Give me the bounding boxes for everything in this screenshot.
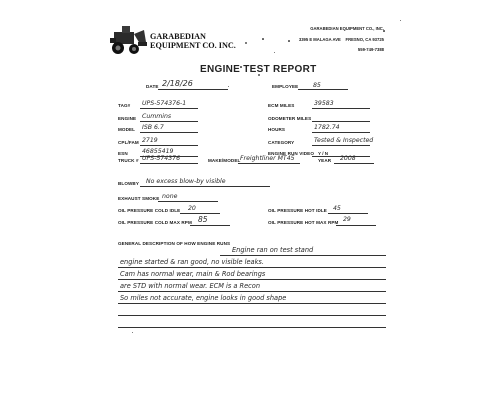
description-text-line: Cam has normal wear, main & Rod bearings bbox=[120, 270, 266, 278]
right-field-label: ODOMETER MILES bbox=[268, 116, 312, 121]
make-model-underline bbox=[238, 163, 300, 164]
exhaust-smoke-underline bbox=[158, 201, 218, 202]
right-field-value: 39583 bbox=[314, 100, 334, 107]
description-text-line: are STD with normal wear. ECM is a Recon bbox=[120, 282, 261, 290]
right-field-value: 1782.74 bbox=[314, 124, 340, 131]
company-name bbox=[150, 33, 236, 50]
description-text-line: Engine ran on test stand bbox=[232, 246, 314, 254]
address-city: FRESNO, CA 93725 bbox=[345, 37, 384, 42]
left-field-underline bbox=[140, 121, 198, 122]
oil-cold-max-label: OIL PRESSURE COLD MAX RPM bbox=[118, 220, 192, 225]
oil-hot-idle-label: OIL PRESSURE HOT IDLE bbox=[268, 208, 327, 213]
oil-cold-idle-label: OIL PRESSURE COLD IDLE bbox=[118, 208, 181, 213]
description-text-line: So miles not accurate, engine looks in good shape bbox=[120, 294, 287, 302]
employee-value: 85 bbox=[313, 82, 321, 89]
address-company: GARABEDIAN EQUIPMENT CO., INC. bbox=[310, 26, 384, 31]
oil-hot-max-underline bbox=[336, 225, 376, 226]
left-field-underline bbox=[140, 163, 198, 164]
employee-underline bbox=[298, 89, 348, 90]
right-field-label: CATEGORY bbox=[268, 140, 295, 145]
date-label: DATE bbox=[146, 84, 159, 89]
scan-speck bbox=[400, 20, 401, 21]
description-underline bbox=[118, 303, 386, 304]
description-underline bbox=[118, 279, 386, 280]
right-field-label: HOURS bbox=[268, 127, 286, 132]
oil-hot-idle-underline bbox=[328, 213, 368, 214]
date-value: 2/18/26 bbox=[162, 79, 193, 88]
oil-cold-max-underline bbox=[190, 225, 230, 226]
description-underline bbox=[118, 327, 386, 328]
scan-speck bbox=[262, 38, 264, 40]
make-model-value: Freightliner MT45 bbox=[240, 155, 295, 162]
left-field-value: UPS-574376 bbox=[142, 155, 181, 162]
employee-label: EMPLOYEE bbox=[272, 84, 299, 89]
description-underline bbox=[220, 255, 386, 256]
right-field-label: YEAR bbox=[318, 158, 332, 163]
description-underline bbox=[118, 267, 386, 268]
right-field-underline bbox=[312, 132, 370, 133]
oil-hot-max-value: 29 bbox=[343, 216, 351, 223]
oil-cold-max-value: 85 bbox=[198, 215, 208, 224]
description-underline bbox=[118, 291, 386, 292]
right-field-underline bbox=[312, 121, 370, 122]
oil-cold-idle-underline bbox=[180, 213, 220, 214]
right-field-value: Tested & Inspected bbox=[314, 137, 374, 144]
left-field-label: TRUCK # bbox=[118, 158, 139, 163]
left-field-underline bbox=[140, 145, 198, 146]
left-field-label: MODEL bbox=[118, 127, 136, 132]
description-text-line: engine started & ran good, no visible leaks. bbox=[120, 258, 264, 266]
right-field-label: ENGINE RUN VIDEO bbox=[268, 151, 315, 156]
description-label: GENERAL DESCRIPTION OF HOW ENGINE RUNS bbox=[118, 241, 231, 246]
address-street-line bbox=[299, 37, 384, 42]
blowby-label: BLOWBY bbox=[118, 181, 140, 186]
scan-speck bbox=[288, 40, 290, 42]
left-field-value: ISB 6.7 bbox=[142, 124, 164, 131]
scan-speck bbox=[245, 42, 247, 44]
report-title: ENGINE TEST REPORT bbox=[200, 64, 317, 75]
exhaust-smoke-label: EXHAUST SMOKE bbox=[118, 196, 160, 201]
scan-speck bbox=[274, 52, 275, 53]
company-logo bbox=[108, 22, 148, 58]
left-field-label: CPL/FAM bbox=[118, 140, 139, 145]
oil-hot-idle-value: 45 bbox=[333, 205, 341, 212]
right-field-underline bbox=[312, 108, 370, 109]
blowby-value: No excess blow-by visible bbox=[146, 178, 226, 185]
date-underline bbox=[158, 89, 228, 90]
scan-speck bbox=[228, 86, 229, 87]
make-model-label: MAKE/MODEL bbox=[208, 158, 241, 163]
left-field-value: UPS-574376-1 bbox=[142, 100, 187, 107]
right-field-label: ECM MILES bbox=[268, 103, 295, 108]
left-field-underline bbox=[140, 132, 198, 133]
company-name-line2: EQUIPMENT CO. INC. bbox=[150, 40, 236, 50]
address-street: 3395 E MALAGA AVE bbox=[298, 37, 341, 42]
loader-tractor-icon bbox=[108, 22, 148, 58]
left-field-label: TAG# bbox=[118, 103, 131, 108]
right-field-value: 2008 bbox=[340, 155, 356, 162]
right-field-value: Y / N bbox=[318, 151, 329, 156]
right-field-underline bbox=[312, 145, 370, 146]
oil-hot-max-label: OIL PRESSURE HOT MAX RPM bbox=[268, 220, 339, 225]
left-field-underline bbox=[140, 108, 198, 109]
right-field-underline bbox=[334, 163, 374, 164]
company-phone: 559-749-7388 bbox=[357, 47, 384, 52]
description-underline bbox=[118, 315, 386, 316]
exhaust-smoke-value: none bbox=[162, 193, 178, 200]
left-field-label: ESN bbox=[118, 151, 128, 156]
blowby-underline bbox=[140, 186, 270, 187]
left-field-label: ENGINE bbox=[118, 116, 137, 121]
company-name-line1: GARABEDIAN bbox=[150, 32, 206, 41]
left-field-value: 2719 bbox=[142, 137, 158, 144]
scan-speck bbox=[132, 332, 133, 333]
left-field-value: 46855419 bbox=[142, 148, 174, 155]
oil-cold-idle-value: 20 bbox=[188, 205, 196, 212]
left-field-value: Cummins bbox=[142, 113, 172, 120]
address-block bbox=[299, 26, 384, 52]
